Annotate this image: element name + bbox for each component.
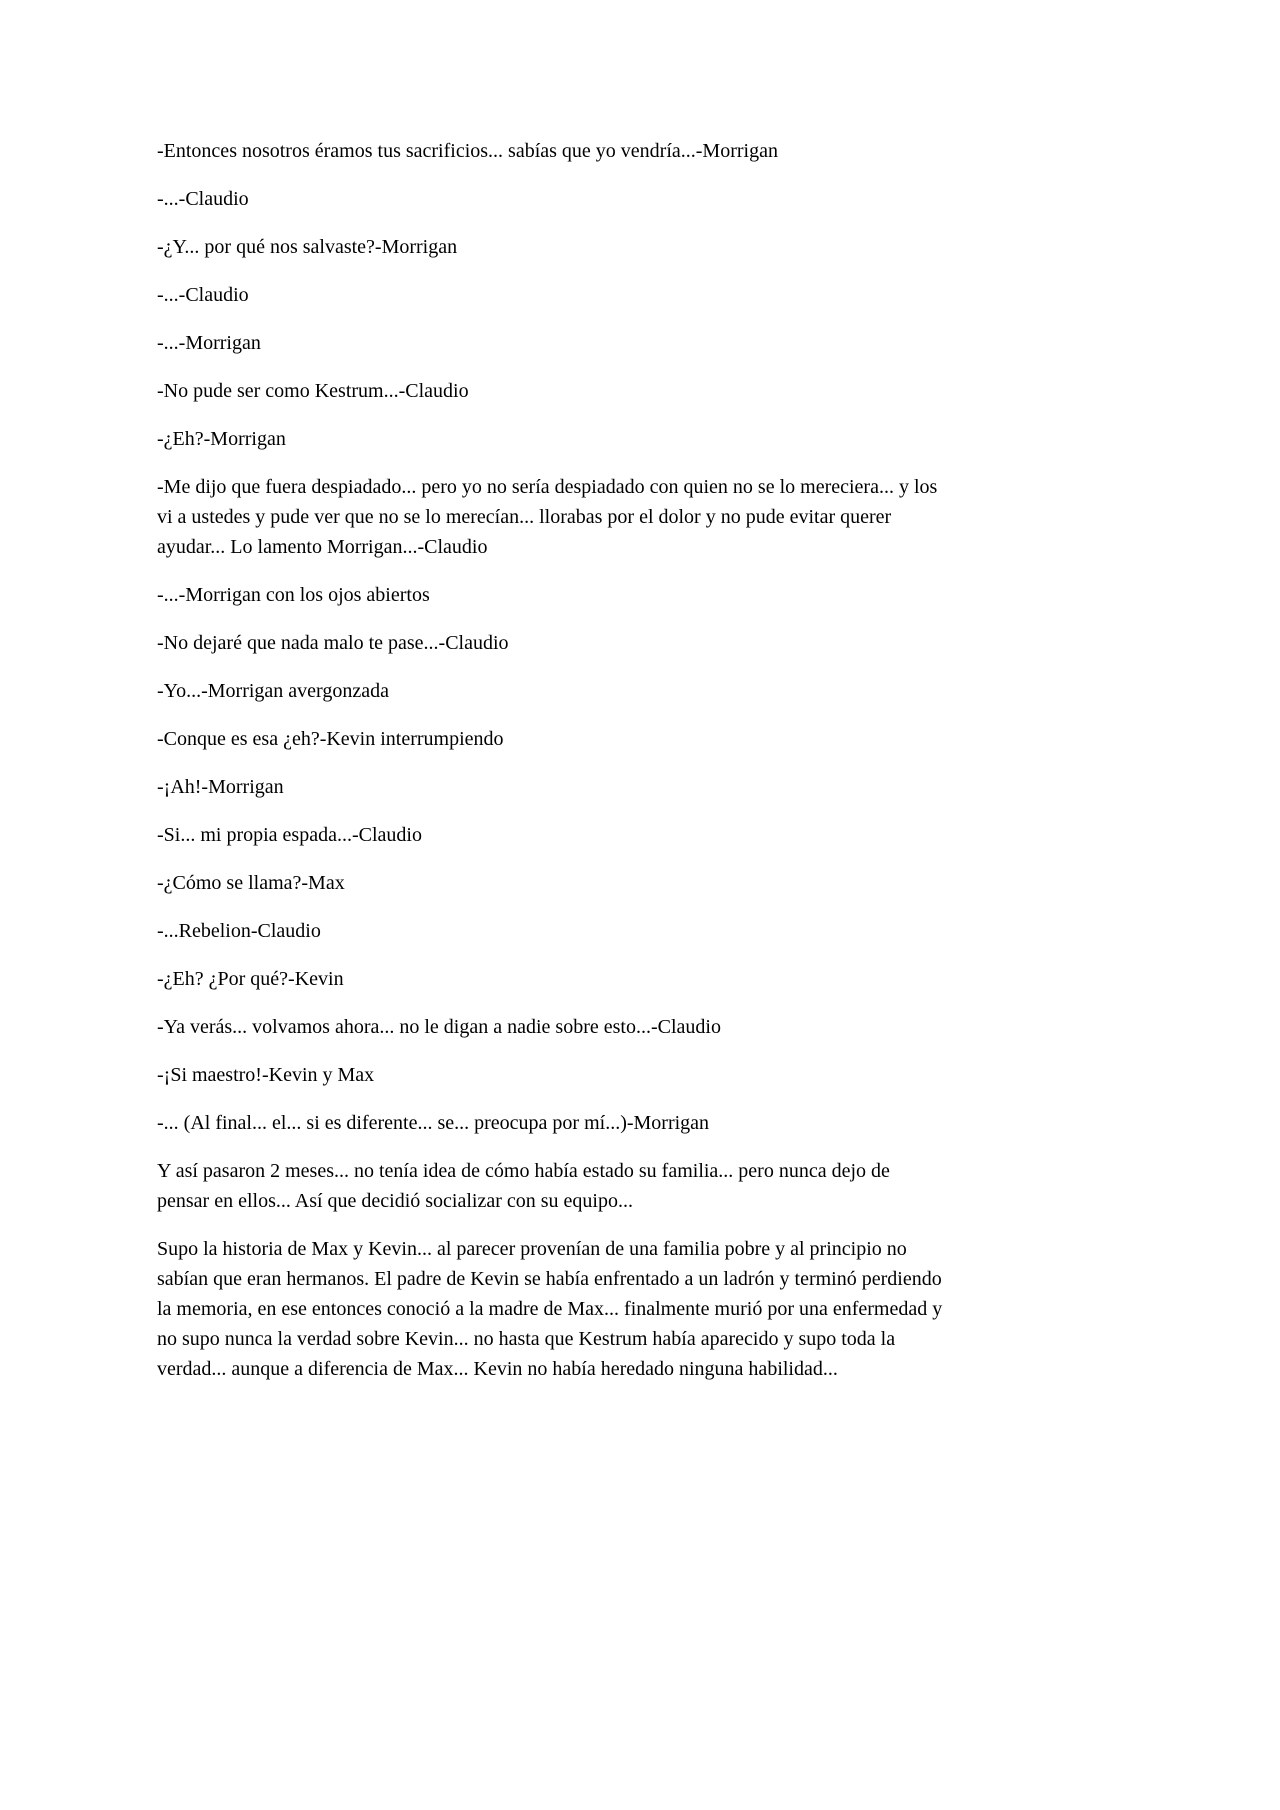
paragraph: -No pude ser como Kestrum...-Claudio: [157, 380, 469, 402]
paragraph: -¿Eh?-Morrigan: [157, 428, 286, 450]
paragraph: -¿Eh? ¿Por qué?-Kevin: [157, 968, 344, 990]
paragraph: -¡Ah!-Morrigan: [157, 776, 284, 798]
paragraph: -Me dijo que fuera despiadado... pero yo no sería despiadado con quien no se lo mereciera... y los vi a ustedes y pude ver que no se lo merecían... llorabas por el dolor y no pude evitar querer ayudar... Lo lamento Morrigan...-Claudio: [157, 476, 938, 558]
paragraph: -Conque es esa ¿eh?-Kevin interrumpiendo: [157, 728, 504, 750]
paragraph: -¿Cómo se llama?-Max: [157, 872, 345, 894]
paragraph: Y así pasaron 2 meses... no tenía idea de cómo había estado su familia... pero nunca dejo de pensar en ellos... Así que decidió socializar con su equipo...: [157, 1160, 890, 1212]
paragraph: -Yo...-Morrigan avergonzada: [157, 680, 389, 702]
paragraph: -...-Claudio: [157, 284, 249, 306]
paragraph: -...-Morrigan con los ojos abiertos: [157, 584, 430, 606]
paragraph: -Si... mi propia espada...-Claudio: [157, 824, 422, 846]
paragraph: -Entonces nosotros éramos tus sacrificios... sabías que yo vendría...-Morrigan: [157, 140, 778, 162]
paragraph: -Ya verás... volvamos ahora... no le digan a nadie sobre esto...-Claudio: [157, 1016, 721, 1038]
paragraph: -¿Y... por qué nos salvaste?-Morrigan: [157, 236, 458, 258]
paragraph: -No dejaré que nada malo te pase...-Claudio: [157, 632, 509, 654]
paragraph: -... (Al final... el... si es diferente... se... preocupa por mí...)-Morrigan: [157, 1112, 710, 1134]
paragraph: Supo la historia de Max y Kevin... al parecer provenían de una familia pobre y al principio no sabían que eran hermanos. El padre de Kevin se había enfrentado a un ladrón y terminó perdiendo la memoria, en ese entonces conoció a la madre de Max... finalmente murió por una enfermedad y no supo nunca la verdad sobre Kevin... no hasta que Kestrum había aparecido y supo toda la verdad... aunque a diferencia de Max... Kevin no había heredado ninguna habilidad...: [157, 1238, 943, 1380]
paragraph: -¡Si maestro!-Kevin y Max: [157, 1064, 375, 1086]
paragraph: -...-Morrigan: [157, 332, 261, 354]
paragraph: -...-Claudio: [157, 188, 249, 210]
paragraph: -...Rebelion-Claudio: [157, 920, 321, 942]
